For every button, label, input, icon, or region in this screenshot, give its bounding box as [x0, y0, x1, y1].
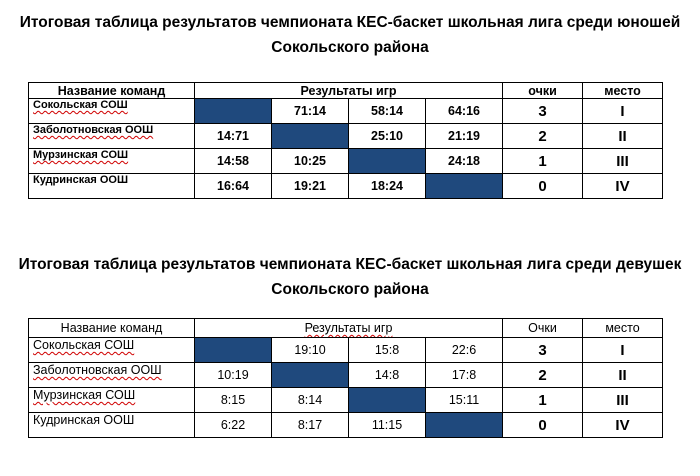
team-name: Мурзинская СОШ	[29, 388, 195, 413]
score-cell: 10:19	[195, 363, 272, 388]
score-cell: 18:24	[349, 174, 426, 199]
place-cell: II	[583, 363, 663, 388]
score-cell: 17:8	[426, 363, 503, 388]
score-cell: 14:8	[349, 363, 426, 388]
team-name: Заболотновская ООШ	[29, 124, 195, 149]
points-cell: 2	[503, 363, 583, 388]
score-cell: 58:14	[349, 99, 426, 124]
place-cell: IV	[583, 174, 663, 199]
boys-results-table	[28, 82, 663, 199]
score-cell: 14:71	[195, 124, 272, 149]
team-name: Кудринская ООШ	[29, 413, 195, 438]
score-cell-self	[272, 363, 349, 388]
points-cell: 3	[503, 99, 583, 124]
score-cell: 10:25	[272, 149, 349, 174]
score-cell-self	[349, 149, 426, 174]
place-cell: I	[583, 338, 663, 363]
score-cell-self	[195, 99, 272, 124]
team-name: Сокольская СОШ	[29, 338, 195, 363]
header-team: Название команд	[29, 83, 195, 99]
header-place: место	[583, 319, 663, 338]
score-cell: 19:21	[272, 174, 349, 199]
score-cell-self	[195, 338, 272, 363]
points-cell: 1	[503, 149, 583, 174]
table-row	[29, 413, 663, 438]
score-cell: 15:11	[426, 388, 503, 413]
table-row	[29, 174, 663, 199]
header-results: Результаты игр	[195, 83, 503, 99]
girls-results-table	[28, 318, 663, 438]
team-name: Сокольская СОШ	[29, 99, 195, 124]
score-cell-self	[349, 388, 426, 413]
table-row	[29, 363, 663, 388]
table-row	[29, 388, 663, 413]
points-cell: 3	[503, 338, 583, 363]
score-cell: 71:14	[272, 99, 349, 124]
score-cell: 8:14	[272, 388, 349, 413]
team-name: Кудринская ООШ	[29, 174, 195, 199]
score-cell: 14:58	[195, 149, 272, 174]
score-cell: 11:15	[349, 413, 426, 438]
table1-title: Итоговая таблица результатов чемпионата КЕС-баскет школьная лига среди юношей Сокольского района	[19, 14, 681, 56]
place-cell: II	[583, 124, 663, 149]
score-cell: 21:19	[426, 124, 503, 149]
header-results: Результаты игр	[195, 319, 503, 338]
table-row	[29, 149, 663, 174]
header-place: место	[583, 83, 663, 99]
score-cell: 6:22	[195, 413, 272, 438]
score-cell-self	[272, 124, 349, 149]
score-cell: 25:10	[349, 124, 426, 149]
score-cell: 24:18	[426, 149, 503, 174]
score-cell-self	[426, 413, 503, 438]
score-cell: 19:10	[272, 338, 349, 363]
header-points: очки	[503, 83, 583, 99]
points-cell: 1	[503, 388, 583, 413]
score-cell: 16:64	[195, 174, 272, 199]
header-points: Очки	[503, 319, 583, 338]
header-team: Название команд	[29, 319, 195, 338]
table-row	[29, 338, 663, 363]
table-row	[29, 99, 663, 124]
place-cell: I	[583, 99, 663, 124]
place-cell: III	[583, 149, 663, 174]
score-cell: 8:17	[272, 413, 349, 438]
points-cell: 0	[503, 174, 583, 199]
score-cell: 15:8	[349, 338, 426, 363]
place-cell: IV	[583, 413, 663, 438]
points-cell: 0	[503, 413, 583, 438]
score-cell: 22:6	[426, 338, 503, 363]
score-cell: 8:15	[195, 388, 272, 413]
score-cell: 64:16	[426, 99, 503, 124]
team-name: Мурзинская СОШ	[29, 149, 195, 174]
team-name: Заболотновская ООШ	[29, 363, 195, 388]
score-cell-self	[426, 174, 503, 199]
table2-title: Итоговая таблица результатов чемпионата КЕС-баскет школьная лига среди девушек Сокольского района	[18, 256, 682, 298]
table-row	[29, 124, 663, 149]
place-cell: III	[583, 388, 663, 413]
points-cell: 2	[503, 124, 583, 149]
